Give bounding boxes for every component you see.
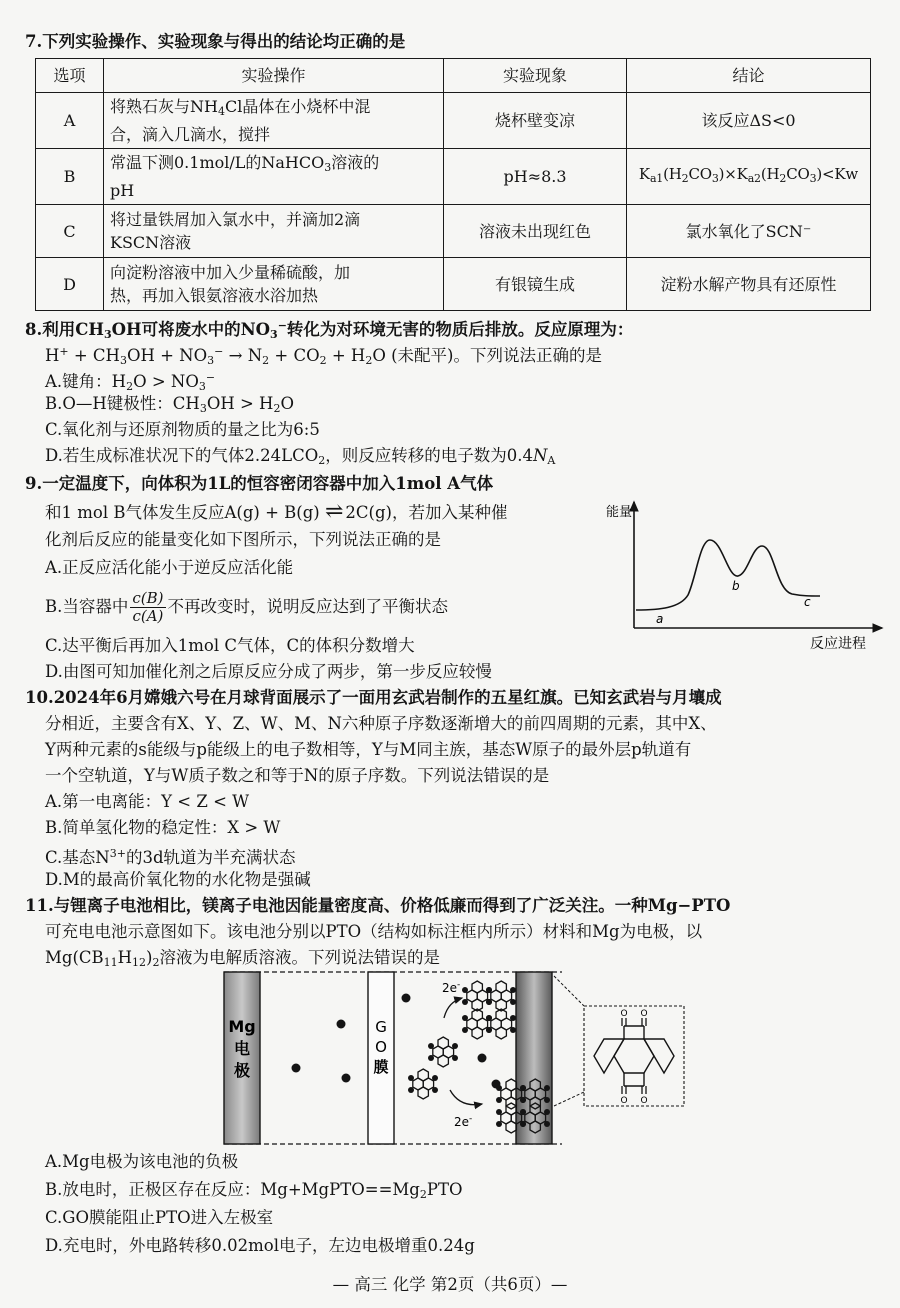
mg-ion xyxy=(402,994,411,1003)
q11-stem-line1: 11.与锂离子电池相比，镁离子电池因能量密度高、价格低廉而得到了广泛关注。一种Mg−PTO xyxy=(25,896,731,915)
row-option: D xyxy=(36,258,104,311)
row-conclusion: 氯水氧化了SCN⁻ xyxy=(627,205,871,258)
mg-ion xyxy=(478,1054,487,1063)
pto-structure xyxy=(594,1009,674,1106)
go-membrane-label: O xyxy=(375,1038,387,1056)
electron-label-top: 2e- xyxy=(442,980,461,995)
progress-axis-label: 反应进程 xyxy=(810,636,866,652)
pto-molecule xyxy=(428,1037,458,1067)
row-operation: 将熟石灰与$NH_4Cl$晶体在小烧杯中混 合，滴入几滴水，搅拌 xyxy=(104,93,444,149)
q8-option-b: B.O—H键极性：$CH_3OH > H_2O$ xyxy=(45,394,294,415)
pto-structure-box xyxy=(584,1006,684,1106)
oxygen-label: O xyxy=(640,1096,648,1106)
q9-option-d: D.由图可知加催化剂之后原反应分成了两步，第一步反应较慢 xyxy=(45,662,492,681)
electron-arrow-top xyxy=(444,998,462,1018)
experiment-table xyxy=(35,58,871,311)
callout-line xyxy=(554,1092,584,1106)
energy-curve xyxy=(636,540,820,610)
q8-stem: 8.利用$CH_3OH$可将废水中的$NO_3^-$转化为对环境无害的物质后排放。反应原理为： xyxy=(25,319,634,341)
electron-arrow-bottom xyxy=(450,1090,482,1105)
mg-electrode-label: 极 xyxy=(233,1061,251,1080)
point-a-label: a xyxy=(656,612,664,626)
q10-option-a: A.第一电离能：Y < Z < W xyxy=(45,792,250,811)
table-row xyxy=(36,149,871,205)
pto-molecule xyxy=(408,1069,438,1099)
header-operation: 实验操作 xyxy=(104,59,444,93)
electron-label-bottom: 2e- xyxy=(454,1114,473,1129)
table-row xyxy=(36,93,871,149)
go-membrane-label: 膜 xyxy=(373,1058,389,1076)
q9-option-a: A.正反应活化能小于逆反应活化能 xyxy=(45,558,294,577)
mg-ion xyxy=(292,1064,301,1073)
row-phenomenon: pH≈8.3 xyxy=(444,149,627,205)
q9-option-c: C.达平衡后再加入1mol C气体，C的体积分数增大 xyxy=(45,636,415,655)
row-conclusion: 淀粉水解产物具有还原性 xyxy=(627,258,871,311)
oxygen-label: O xyxy=(640,1009,648,1019)
q10-option-c: C.基态$N^{3+}$的3d轨道为半充满状态 xyxy=(45,847,296,867)
battery-diagram xyxy=(210,966,690,1148)
row-option: A xyxy=(36,93,104,149)
point-c-label: c xyxy=(804,595,811,609)
q8-option-a: A.键角：$H_2O > NO_3^-$ xyxy=(45,371,216,393)
q11-option-d: D.充电时，外电路转移0.02mol电子，左边电极增重0.24g xyxy=(45,1236,475,1255)
row-phenomenon: 溶液未出现红色 xyxy=(444,205,627,258)
pto-molecule xyxy=(462,981,492,1011)
go-membrane-label: G xyxy=(375,1018,387,1036)
q10-option-d: D.M的最高价氧化物的水化物是强碱 xyxy=(45,870,311,889)
q11-stem-line3: $Mg(CB_{11}H_{12})_2$溶液为电解质溶液。下列说法错误的是 xyxy=(45,948,440,969)
q9-stem-line2: 和1 mol B气体发生反应A(g) + B(g) ⇌2C(g)，若加入某种催 xyxy=(45,499,508,524)
q11-option-c: C.GO膜能阻止PTO进入左极室 xyxy=(45,1208,274,1227)
concentration-ratio: $\frac{c(B)}{c(A)}$ xyxy=(132,589,164,625)
q8-option-d: D.若生成标准状况下的气体$2.24LCO_2$，则反应转移的电子数为$0.4N_A$ xyxy=(45,446,556,467)
energy-axis-label: 能量 xyxy=(606,505,633,520)
mg-ion xyxy=(342,1074,351,1083)
pto-molecule xyxy=(486,981,516,1011)
q9-option-b: B.当容器中 $\frac{c(B)}{c(A)}$ 不再改变时，说明反应达到了平衡状态 xyxy=(45,589,449,625)
row-conclusion: 该反应ΔS<0 xyxy=(627,93,871,149)
mg-electrode xyxy=(224,972,260,1144)
header-conclusion: 结论 xyxy=(627,59,871,93)
header-option: 选项 xyxy=(36,59,104,93)
mg-electrode-label: 电 xyxy=(233,1039,251,1058)
q11-option-a: A.Mg电极为该电池的负极 xyxy=(45,1152,239,1171)
pto-molecule xyxy=(486,1009,516,1039)
table-header-row xyxy=(36,59,871,93)
mg-ion xyxy=(337,1020,346,1029)
table-row xyxy=(36,258,871,311)
page-footer: — 高三 化学 第2页（共6页）— xyxy=(332,1275,568,1294)
energy-profile-diagram xyxy=(600,490,890,660)
q10-option-b: B.简单氢化物的稳定性：X > W xyxy=(45,818,281,837)
row-operation: 常温下测0.1mol/L的NaHCO$_3$溶液的 pH xyxy=(104,149,444,205)
header-phenomenon: 实验现象 xyxy=(444,59,627,93)
row-operation: 将过量铁屑加入氯水中，并滴加2滴 KSCN溶液 xyxy=(104,205,444,258)
row-conclusion: $K_{a1}(H_2CO_3)\times K_{a2}(H_2CO_3)<Kw$ xyxy=(627,149,871,205)
table-row xyxy=(36,205,871,258)
row-option: B xyxy=(36,149,104,205)
row-option: C xyxy=(36,205,104,258)
q10-stem-line4: 一个空轨道，Y与W质子数之和等于N的原子序数。下列说法错误的是 xyxy=(45,766,550,785)
q9-stem-line3: 化剂后反应的能量变化如下图所示，下列说法正确的是 xyxy=(45,530,441,549)
point-b-label: b xyxy=(732,579,740,593)
oxygen-label: O xyxy=(620,1009,628,1019)
pto-molecule xyxy=(462,1009,492,1039)
oxygen-label: O xyxy=(620,1096,628,1106)
q8-option-c: C.氧化剂与还原剂物质的量之比为6:5 xyxy=(45,420,320,439)
row-phenomenon: 烧杯壁变凉 xyxy=(444,93,627,149)
q11-stem-line2: 可充电电池示意图如下。该电池分别以PTO（结构如标注框内所示）材料和Mg为电极，以 xyxy=(45,922,703,941)
q8-equation: $H^+ + CH_3OH + NO_3^- \to N_2 + CO_2 + H_2O$ (未配平)。下列说法正确的是 xyxy=(45,345,602,367)
q10-stem-line1: 10.2024年6月嫦娥六号在月球背面展示了一面用玄武岩制作的五星红旗。已知玄武岩与月壤成 xyxy=(25,688,722,707)
row-operation: 向淀粉溶液中加入少量稀硫酸，加 热，再加入银氨溶液水浴加热 xyxy=(104,258,444,311)
q11-option-b: B.放电时，正极区存在反应：$Mg+MgPTO==Mg_2PTO$ xyxy=(45,1180,463,1201)
row-phenomenon: 有银镜生成 xyxy=(444,258,627,311)
q10-stem-line2: 分相近，主要含有X、Y、Z、W、M、N六种原子序数逐渐增大的前四周期的元素，其中X、 xyxy=(45,714,717,733)
q10-stem-line3: Y两种元素的s能级与p能级上的电子数相等，Y与M同主族，基态W原子的最外层p轨道有 xyxy=(45,740,692,759)
q7-stem: 7.下列实验操作、实验现象与得出的结论均正确的是 xyxy=(25,32,406,51)
callout-line xyxy=(554,976,584,1006)
q9-stem-line1: 9.一定温度下，向体积为1L的恒容密闭容器中加入1mol A气体 xyxy=(25,474,494,493)
mg-electrode-label: Mg xyxy=(228,1017,256,1036)
